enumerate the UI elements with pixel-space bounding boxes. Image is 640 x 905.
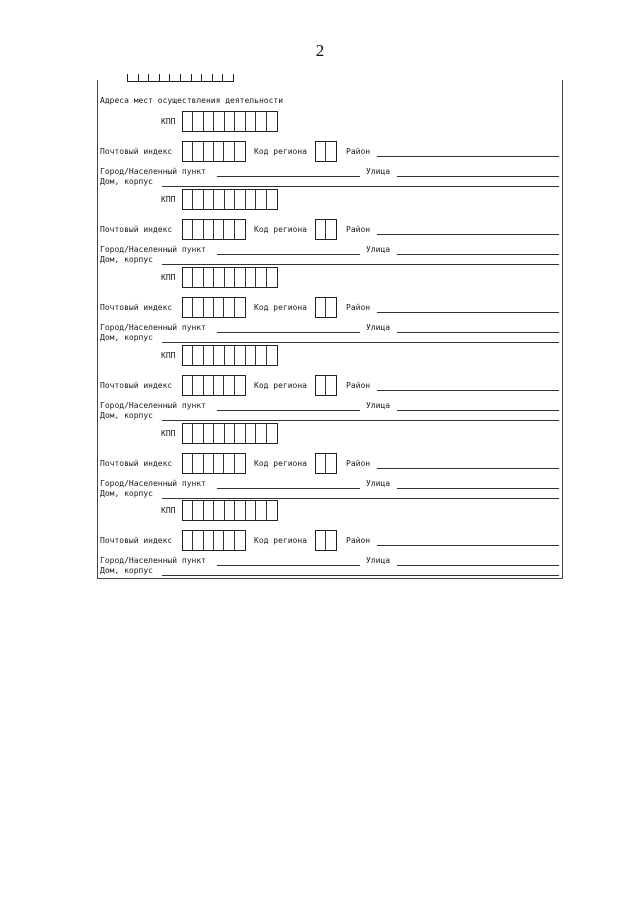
region-code-cells[interactable] — [315, 530, 337, 551]
postal-index-label: Почтовый индекс — [100, 147, 173, 156]
postal-index-cells[interactable] — [182, 141, 246, 162]
street-label: Улица — [366, 401, 391, 410]
postal-index-label: Почтовый индекс — [100, 381, 173, 390]
region-code-cells[interactable] — [315, 375, 337, 396]
region-code-label: Код региона — [254, 147, 307, 156]
postal-index-label: Почтовый индекс — [100, 536, 173, 545]
street-field[interactable] — [397, 176, 559, 177]
region-code-cells[interactable] — [315, 297, 337, 318]
house-field[interactable] — [162, 186, 559, 187]
postal-index-cells[interactable] — [182, 375, 246, 396]
city-label: Город/Населенный пункт — [100, 556, 206, 565]
city-field[interactable] — [217, 254, 360, 255]
postal-index-label: Почтовый индекс — [100, 303, 173, 312]
district-field[interactable] — [377, 234, 559, 235]
region-code-label: Код региона — [254, 303, 307, 312]
house-label: Дом, корпус — [100, 333, 153, 342]
house-field[interactable] — [162, 420, 559, 421]
city-label: Город/Населенный пункт — [100, 479, 206, 488]
region-code-cells[interactable] — [315, 219, 337, 240]
address-block-4 — [0, 345, 640, 425]
postal-index-cells[interactable] — [182, 297, 246, 318]
district-label: Район — [346, 147, 371, 156]
street-field[interactable] — [397, 332, 559, 333]
district-label: Район — [346, 381, 371, 390]
region-code-label: Код региона — [254, 459, 307, 468]
house-label: Дом, корпус — [100, 489, 153, 498]
address-block-1 — [0, 111, 640, 191]
kpp-label: КПП — [161, 429, 176, 438]
city-field[interactable] — [217, 488, 360, 489]
kpp-label: КПП — [161, 351, 176, 360]
postal-index-cells[interactable] — [182, 530, 246, 551]
house-label: Дом, корпус — [100, 566, 153, 575]
city-field[interactable] — [217, 176, 360, 177]
page-number: 2 — [315, 41, 325, 60]
house-field[interactable] — [162, 575, 559, 576]
street-label: Улица — [366, 556, 391, 565]
street-label: Улица — [366, 245, 391, 254]
kpp-label: КПП — [161, 506, 176, 515]
city-label: Город/Населенный пункт — [100, 167, 206, 176]
region-code-label: Код региона — [254, 225, 307, 234]
district-label: Район — [346, 303, 371, 312]
postal-index-label: Почтовый индекс — [100, 459, 173, 468]
kpp-cells[interactable] — [182, 500, 278, 521]
city-label: Город/Населенный пункт — [100, 245, 206, 254]
house-field[interactable] — [162, 498, 559, 499]
district-field[interactable] — [377, 390, 559, 391]
house-field[interactable] — [162, 342, 559, 343]
house-field[interactable] — [162, 264, 559, 265]
region-code-label: Код региона — [254, 536, 307, 545]
kpp-cells[interactable] — [182, 111, 278, 132]
kpp-cells[interactable] — [182, 189, 278, 210]
city-field[interactable] — [217, 332, 360, 333]
kpp-label: КПП — [161, 273, 176, 282]
region-code-label: Код региона — [254, 381, 307, 390]
postal-index-cells[interactable] — [182, 219, 246, 240]
address-block-2 — [0, 189, 640, 269]
street-field[interactable] — [397, 488, 559, 489]
kpp-cells[interactable] — [182, 267, 278, 288]
district-label: Район — [346, 536, 371, 545]
postal-index-label: Почтовый индекс — [100, 225, 173, 234]
address-block-3 — [0, 267, 640, 347]
address-block-5 — [0, 423, 640, 503]
kpp-label: КПП — [161, 195, 176, 204]
district-field[interactable] — [377, 312, 559, 313]
house-label: Дом, корпус — [100, 411, 153, 420]
house-label: Дом, корпус — [100, 177, 153, 186]
district-field[interactable] — [377, 156, 559, 157]
street-field[interactable] — [397, 254, 559, 255]
city-label: Город/Населенный пункт — [100, 323, 206, 332]
street-label: Улица — [366, 323, 391, 332]
kpp-cells[interactable] — [182, 345, 278, 366]
address-block-6 — [0, 500, 640, 580]
postal-index-cells[interactable] — [182, 453, 246, 474]
house-label: Дом, корпус — [100, 255, 153, 264]
section-title: Адреса мест осуществления деятельности — [100, 96, 284, 105]
city-field[interactable] — [217, 410, 360, 411]
kpp-label: КПП — [161, 117, 176, 126]
city-field[interactable] — [217, 565, 360, 566]
district-label: Район — [346, 459, 371, 468]
region-code-cells[interactable] — [315, 141, 337, 162]
street-label: Улица — [366, 479, 391, 488]
region-code-cells[interactable] — [315, 453, 337, 474]
district-field[interactable] — [377, 545, 559, 546]
street-label: Улица — [366, 167, 391, 176]
city-label: Город/Населенный пункт — [100, 401, 206, 410]
street-field[interactable] — [397, 565, 559, 566]
kpp-cells[interactable] — [182, 423, 278, 444]
district-field[interactable] — [377, 468, 559, 469]
district-label: Район — [346, 225, 371, 234]
street-field[interactable] — [397, 410, 559, 411]
